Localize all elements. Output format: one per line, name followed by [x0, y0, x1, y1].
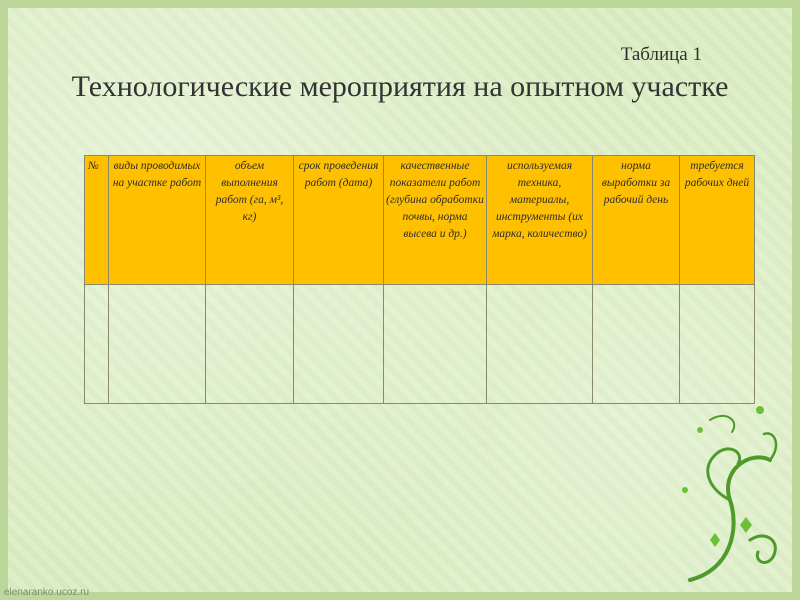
floral-swirl-ornament — [670, 390, 790, 590]
swirl-curl — [708, 449, 740, 500]
table-cell — [384, 285, 487, 404]
table-cell — [680, 285, 755, 404]
header-quality: качественные показатели работ (глубина обработки почвы, норма высева и др.) — [384, 156, 487, 285]
slide-title: Технологические мероприятия на опытном участке — [71, 70, 729, 103]
swirl-tip — [764, 433, 776, 460]
header-date: срок проведения работ (дата) — [294, 156, 384, 285]
dot-ornament — [756, 406, 764, 414]
table-cell — [206, 285, 294, 404]
header-work-type: виды проводимых на участке работ — [109, 156, 206, 285]
table-cell — [593, 285, 680, 404]
swirl-curl — [750, 536, 775, 562]
table-row — [85, 285, 755, 404]
table-cell — [85, 285, 109, 404]
star-ornament — [740, 517, 752, 533]
table-cell — [294, 285, 384, 404]
table-cell — [487, 285, 593, 404]
header-volume: объем выполнения работ (га, м³, кг) — [206, 156, 294, 285]
star-ornament — [710, 533, 720, 547]
header-equipment: используемая техника, материалы, инструменты (их марка, количество) — [487, 156, 593, 285]
dot-ornament — [697, 427, 703, 433]
dot-ornament — [682, 487, 688, 493]
table-cell — [109, 285, 206, 404]
header-number: № — [85, 156, 109, 285]
work-table — [84, 155, 755, 404]
swirl-tip — [710, 416, 734, 432]
header-work-days: требуется рабочих дней — [680, 156, 755, 285]
header-daily-norm: норма выработки за рабочий день — [593, 156, 680, 285]
table-label: Таблица 1 — [620, 44, 702, 65]
swirl-stem — [690, 457, 770, 580]
watermark: elenaranko.ucoz.ru — [4, 587, 90, 598]
table-header-row — [85, 156, 755, 285]
